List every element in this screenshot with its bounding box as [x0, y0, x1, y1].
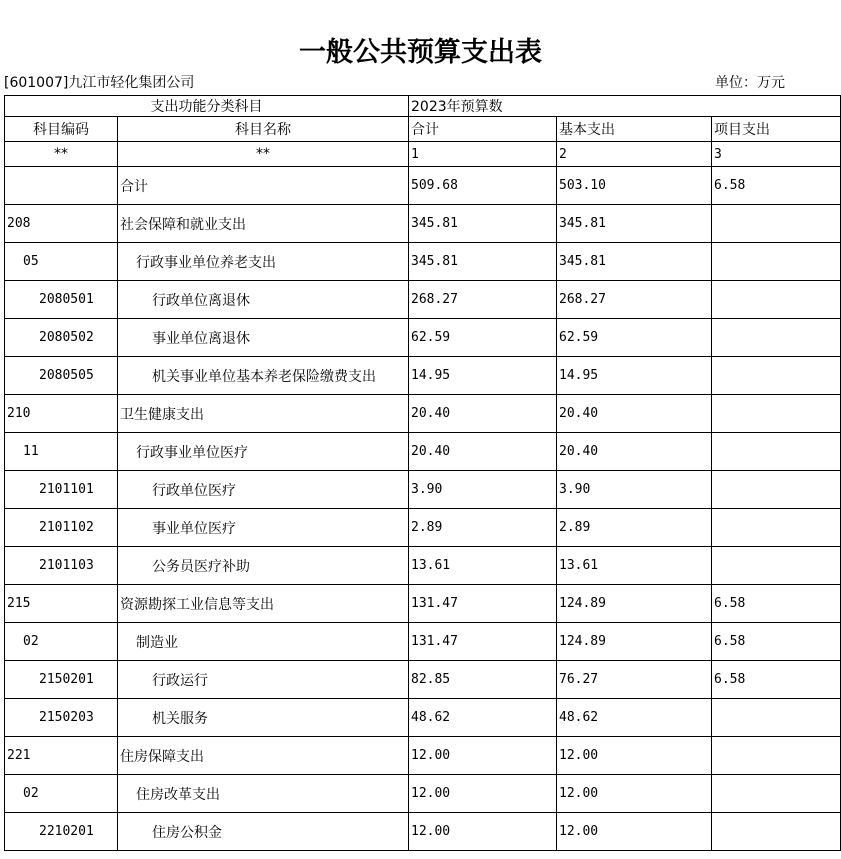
- header-project: 项目支出: [712, 117, 841, 142]
- header-index-3: 3: [712, 142, 841, 167]
- cell-code: 2101102: [5, 509, 118, 547]
- cell-total: 20.40: [409, 433, 557, 471]
- table-row: [5, 357, 841, 395]
- cell-project: [712, 471, 841, 509]
- cell-name: 行政运行: [118, 661, 409, 699]
- header-mark-name: **: [118, 142, 409, 167]
- table-row: [5, 243, 841, 281]
- cell-total: 13.61: [409, 547, 557, 585]
- cell-basic: 503.10: [557, 167, 712, 205]
- cell-basic: 62.59: [557, 319, 712, 357]
- unit-label: 单位：万元: [715, 75, 785, 91]
- cell-name: 机关事业单位基本养老保险缴费支出: [118, 357, 409, 395]
- header-mark-code: **: [5, 142, 118, 167]
- cell-name: 社会保障和就业支出: [118, 205, 409, 243]
- table-row: [5, 737, 841, 775]
- table-row: [5, 281, 841, 319]
- cell-code: 2080502: [5, 319, 118, 357]
- cell-total: 14.95: [409, 357, 557, 395]
- cell-code: 11: [5, 433, 118, 471]
- cell-code: 208: [5, 205, 118, 243]
- cell-name: 住房公积金: [118, 813, 409, 851]
- cell-project: [712, 775, 841, 813]
- cell-basic: 14.95: [557, 357, 712, 395]
- cell-project: 6.58: [712, 585, 841, 623]
- cell-code: 2080501: [5, 281, 118, 319]
- cell-total: 345.81: [409, 243, 557, 281]
- cell-code: [5, 167, 118, 205]
- cell-basic: 3.90: [557, 471, 712, 509]
- cell-name: 行政事业单位医疗: [118, 433, 409, 471]
- cell-code: 2101103: [5, 547, 118, 585]
- cell-name: 制造业: [118, 623, 409, 661]
- cell-basic: 345.81: [557, 243, 712, 281]
- table-row: [5, 509, 841, 547]
- cell-total: 20.40: [409, 395, 557, 433]
- cell-name: 事业单位医疗: [118, 509, 409, 547]
- cell-total: 509.68: [409, 167, 557, 205]
- cell-basic: 124.89: [557, 623, 712, 661]
- cell-project: 6.58: [712, 623, 841, 661]
- cell-name: 合计: [118, 167, 409, 205]
- header-group-left: 支出功能分类科目: [5, 96, 409, 117]
- header-group-right: 2023年预算数: [409, 96, 841, 117]
- cell-project: [712, 699, 841, 737]
- cell-name: 公务员医疗补助: [118, 547, 409, 585]
- header-group-row: [5, 96, 841, 117]
- cell-basic: 20.40: [557, 433, 712, 471]
- table-row: [5, 661, 841, 699]
- table-row: [5, 433, 841, 471]
- cell-total: 82.85: [409, 661, 557, 699]
- header-index-2: 2: [557, 142, 712, 167]
- cell-total: 2.89: [409, 509, 557, 547]
- cell-code: 02: [5, 623, 118, 661]
- cell-code: 2210201: [5, 813, 118, 851]
- header-total: 合计: [409, 117, 557, 142]
- cell-total: 131.47: [409, 623, 557, 661]
- cell-total: 12.00: [409, 737, 557, 775]
- cell-name: 行政单位离退休: [118, 281, 409, 319]
- cell-code: 05: [5, 243, 118, 281]
- table-row: [5, 319, 841, 357]
- table-row: [5, 585, 841, 623]
- cell-code: 2150201: [5, 661, 118, 699]
- table-row: [5, 813, 841, 851]
- cell-code: 221: [5, 737, 118, 775]
- cell-project: [712, 813, 841, 851]
- table-row: [5, 471, 841, 509]
- budget-table: [4, 95, 841, 851]
- cell-code: 2080505: [5, 357, 118, 395]
- cell-project: [712, 737, 841, 775]
- cell-project: 6.58: [712, 661, 841, 699]
- cell-project: [712, 243, 841, 281]
- cell-basic: 2.89: [557, 509, 712, 547]
- cell-name: 卫生健康支出: [118, 395, 409, 433]
- page-title: 一般公共预算支出表: [299, 37, 542, 68]
- header-column-row: [5, 117, 841, 142]
- cell-name: 事业单位离退休: [118, 319, 409, 357]
- cell-name: 机关服务: [118, 699, 409, 737]
- cell-basic: 124.89: [557, 585, 712, 623]
- cell-basic: 48.62: [557, 699, 712, 737]
- cell-basic: 76.27: [557, 661, 712, 699]
- table-row: [5, 205, 841, 243]
- cell-basic: 345.81: [557, 205, 712, 243]
- cell-project: [712, 433, 841, 471]
- cell-name: 行政单位医疗: [118, 471, 409, 509]
- cell-code: 2101101: [5, 471, 118, 509]
- cell-project: [712, 547, 841, 585]
- cell-name: 行政事业单位养老支出: [118, 243, 409, 281]
- cell-basic: 12.00: [557, 775, 712, 813]
- table-row: [5, 623, 841, 661]
- table-row: [5, 775, 841, 813]
- cell-code: 210: [5, 395, 118, 433]
- cell-name: 资源勘探工业信息等支出: [118, 585, 409, 623]
- organization-label: [601007]九江市轻化集团公司: [4, 75, 195, 91]
- cell-project: [712, 205, 841, 243]
- cell-code: 02: [5, 775, 118, 813]
- cell-basic: 12.00: [557, 813, 712, 851]
- cell-name: 住房改革支出: [118, 775, 409, 813]
- table-row: [5, 167, 841, 205]
- cell-code: 2150203: [5, 699, 118, 737]
- cell-project: [712, 395, 841, 433]
- header-name: 科目名称: [118, 117, 409, 142]
- cell-total: 12.00: [409, 775, 557, 813]
- cell-total: 48.62: [409, 699, 557, 737]
- cell-basic: 13.61: [557, 547, 712, 585]
- table-row: [5, 395, 841, 433]
- cell-project: 6.58: [712, 167, 841, 205]
- cell-total: 131.47: [409, 585, 557, 623]
- cell-total: 62.59: [409, 319, 557, 357]
- cell-basic: 20.40: [557, 395, 712, 433]
- table-row: [5, 699, 841, 737]
- header-code: 科目编码: [5, 117, 118, 142]
- cell-basic: 12.00: [557, 737, 712, 775]
- cell-total: 12.00: [409, 813, 557, 851]
- cell-total: 3.90: [409, 471, 557, 509]
- table-row: [5, 547, 841, 585]
- header-basic: 基本支出: [557, 117, 712, 142]
- cell-project: [712, 319, 841, 357]
- header-index-row: [5, 142, 841, 167]
- cell-total: 268.27: [409, 281, 557, 319]
- cell-total: 345.81: [409, 205, 557, 243]
- cell-project: [712, 357, 841, 395]
- cell-project: [712, 509, 841, 547]
- cell-name: 住房保障支出: [118, 737, 409, 775]
- cell-basic: 268.27: [557, 281, 712, 319]
- cell-code: 215: [5, 585, 118, 623]
- header-index-1: 1: [409, 142, 557, 167]
- cell-project: [712, 281, 841, 319]
